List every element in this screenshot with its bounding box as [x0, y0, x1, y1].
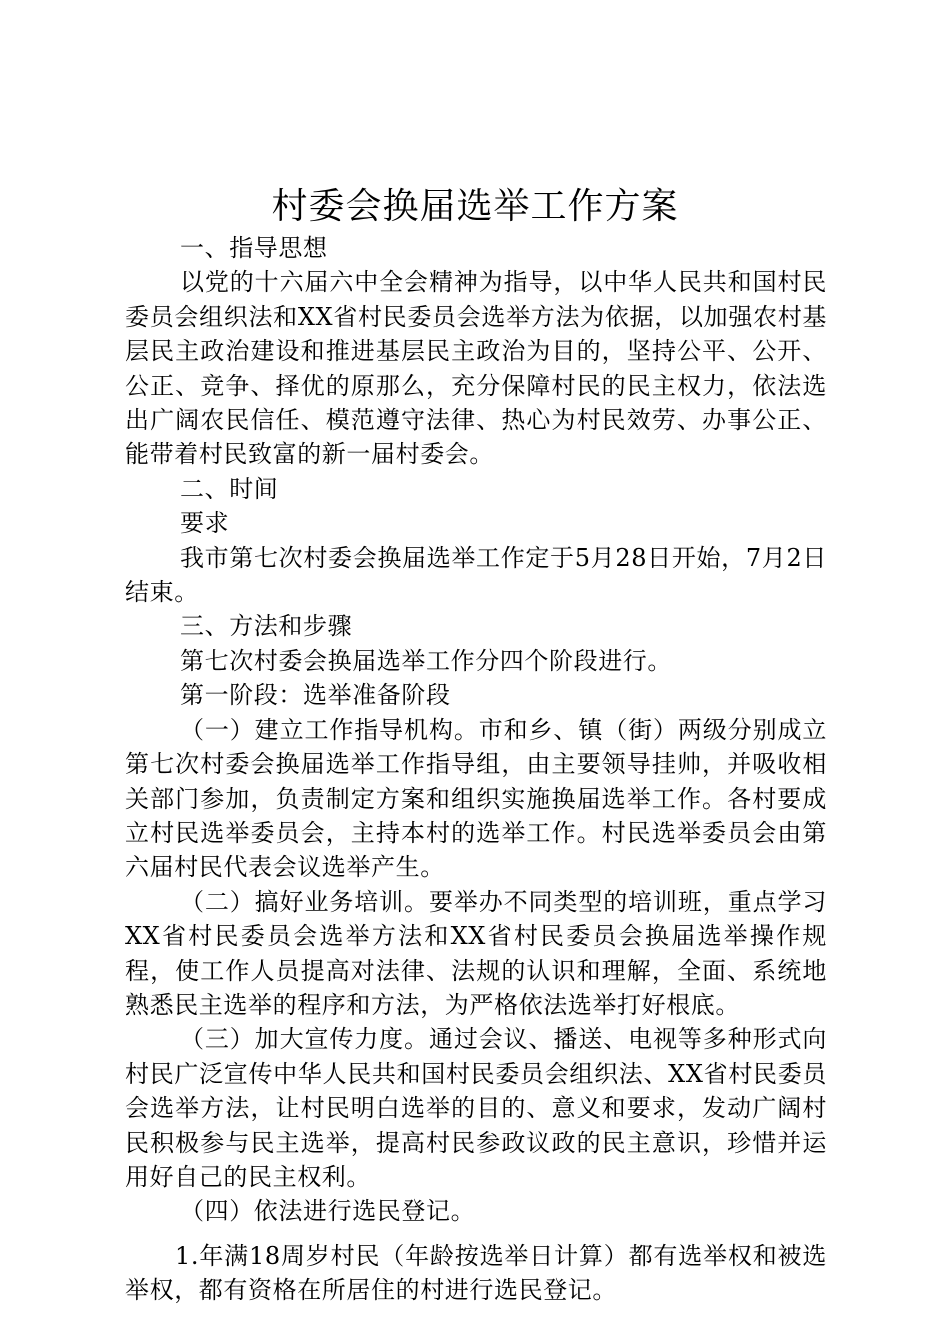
paragraph-guiding-ideology: 以党的十六届六中全会精神为指导，以中华人民共和国村民委员会组织法和XX省村民委员会选举方法为依据，以加强农村基层民主政治建设和推进基层民主政治为目的，坚持公平、公开、公正、竞争、择优的原那么，充分保障村民的民主权力，依法选出广阔农民信任、模范遵守法律、热心为村民效劳、办事公正、能带着村民致富的新一届村委会。 [125, 268, 827, 469]
paragraph-training: （二）搞好业务培训。要举办不同类型的培训班，重点学习XX省村民委员会选举方法和XX省村民委员会换届选举操作规程，使工作人员提高对法律、法规的认识和理解，全面、系统地熟悉民主选举的程序和方法，为严格依法选举打好根底。 [125, 887, 827, 1019]
stage-heading-preparation: 第一阶段：选举准备阶段 [180, 681, 451, 710]
section-heading-methods-steps: 三、方法和步骤 [180, 612, 353, 641]
list-item-1: 1.年满18周岁村民（年龄按选举日计算）都有选举权和被选举权，都有资格在所居住的村进行选民登记。 [125, 1241, 827, 1305]
section-heading-time: 二、时间 [180, 474, 279, 503]
paragraph-publicity: （三）加大宣传力度。通过会议、播送、电视等多种形式向村民广泛宣传中华人民共和国村民委员会组织法、XX省村民委员会选举方法，让村民明白选举的目的、意义和要求，发动广阔村民积极参与民主选举，提高村民参政议政的民主意识，珍惜并运用好自己的民主权利。 [125, 1025, 827, 1191]
paragraph-voter-registration: （四）依法进行选民登记。 [180, 1197, 476, 1226]
paragraph-schedule: 我市第七次村委会换届选举工作定于5月28日开始，7月2日结束。 [125, 543, 827, 607]
paragraph-four-stages: 第七次村委会换届选举工作分四个阶段进行。 [180, 646, 672, 675]
section-heading-requirements: 要求 [180, 509, 230, 538]
document-body [125, 231, 827, 1308]
paragraph-guidance-body: （一）建立工作指导机构。市和乡、镇（街）两级分别成立第七次村委会换届选举工作指导组，由主要领导挂帅，并吸收相关部门参加，负责制定方案和组织实施换届选举工作。各村要成立村民选举委员会，主持本村的选举工作。村民选举委员会由第六届村民代表会议选举产生。 [125, 715, 827, 882]
document-title: 村委会换届选举工作方案 [271, 186, 679, 227]
section-heading-guiding-ideology: 一、指导思想 [180, 234, 328, 262]
